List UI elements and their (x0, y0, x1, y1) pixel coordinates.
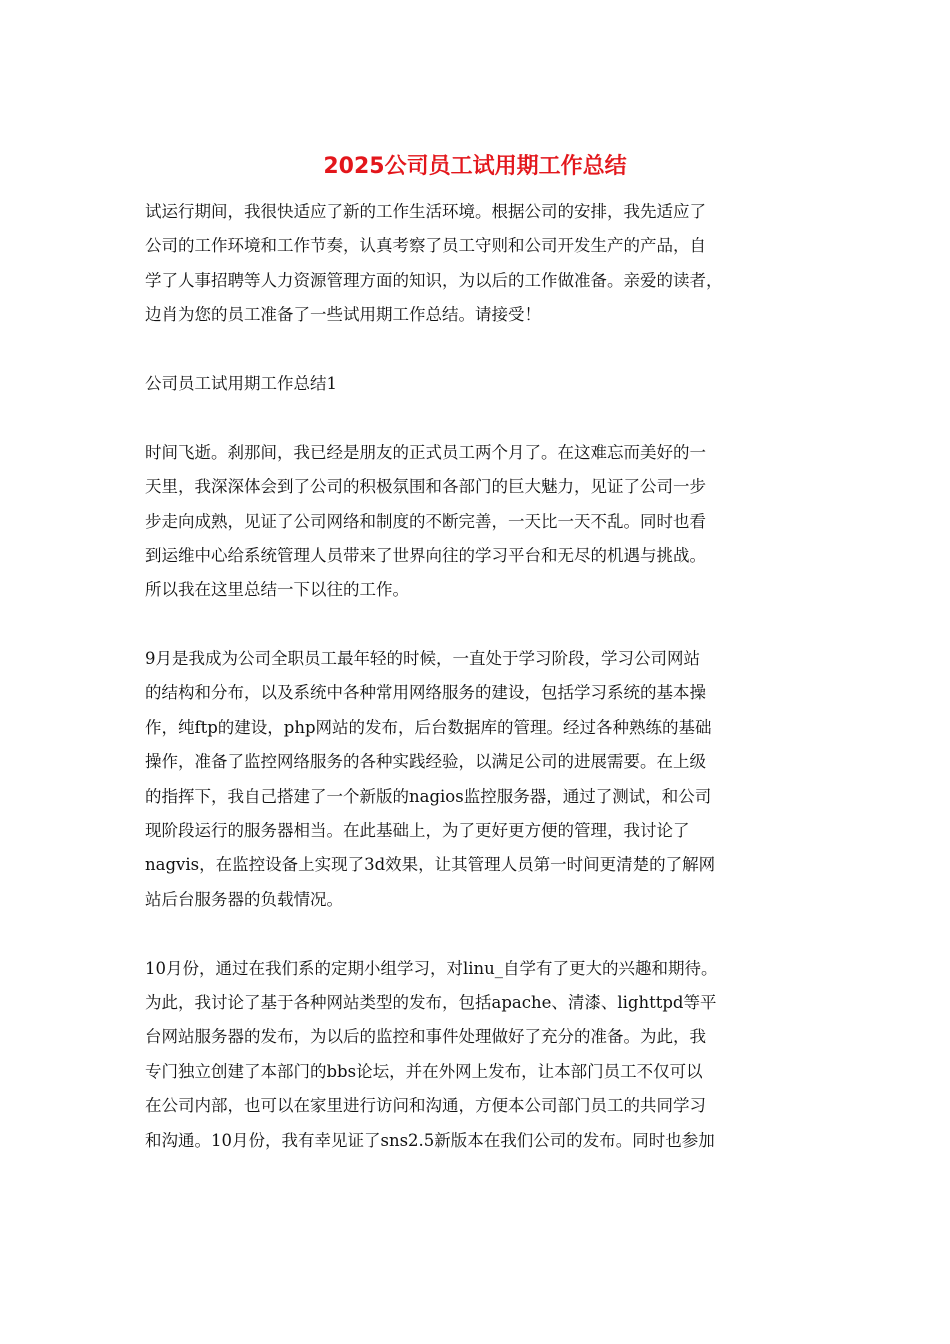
text-line: 的结构和分布，以及系统中各种常用网络服务的建设，包括学习系统的基本操 (145, 683, 706, 703)
text-line: 时间飞逝。刹那间，我已经是朋友的正式员工两个月了。在这难忘而美好的一 (145, 442, 706, 462)
document-title: 2025公司员工试用期工作总结 (323, 154, 627, 179)
text-line: 和沟通。10月份，我有幸见证了sns2.5新版本在我们公司的发布。同时也参加 (145, 1130, 715, 1150)
text-line: 试运行期间，我很快适应了新的工作生活环境。根据公司的安排，我先适应了 (145, 202, 706, 221)
paragraph-gap (145, 608, 810, 642)
text-line: 专门独立创建了本部门的bbs论坛，并在外网上发布，让本部门员工不仅可以 (145, 1061, 703, 1081)
text-line: 边肖为您的员工准备了一些试用期工作总结。请接受！ (145, 305, 541, 325)
paragraph-gap (145, 401, 810, 435)
text-line: 到运维中心给系统管理人员带来了世界向往的学习平台和无尽的机遇与挑战。 (145, 545, 706, 565)
text-line: 的指挥下，我自己搭建了一个新版的nagios监控服务器，通过了测试，和公司 (145, 786, 712, 806)
text-line: 学了人事招聘等人力资源管理方面的知识，为以后的工作做准备。亲爱的读者， (145, 270, 723, 290)
paragraph-september-intro (145, 436, 810, 608)
intro-paragraph (145, 195, 810, 333)
paragraph-gap (145, 333, 810, 367)
text-line: 10月份，通过在我们系的定期小组学习，对linu_自学有了更大的兴趣和期待。 (145, 958, 718, 978)
paragraph-october (145, 952, 810, 1158)
paragraph-gap (145, 917, 810, 951)
document-body (145, 195, 810, 1158)
text-line: 步走向成熟，见证了公司网络和制度的不断完善，一天比一天不乱。同时也看 (145, 511, 706, 531)
text-line: 作，纯ftp的建设，php网站的发布，后台数据库的管理。经过各种熟练的基础 (145, 717, 712, 737)
text-line: 现阶段运行的服务器相当。在此基础上，为了更好更方便的管理，我讨论了 (145, 821, 690, 841)
text-line: 公司的工作环境和工作节奏，认真考察了员工守则和公司开发生产的产品，自 (145, 236, 706, 256)
text-line: 为此，我讨论了基于各种网站类型的发布，包括apache、清漆、lighttpd等平 (145, 992, 717, 1012)
paragraph-september (145, 642, 810, 917)
text-line: 天里，我深深体会到了公司的积极氛围和各部门的巨大魅力，见证了公司一步 (145, 477, 706, 497)
text-line: 操作，准备了监控网络服务的各种实践经验，以满足公司的进展需要。在上级 (145, 752, 706, 772)
section-heading: 公司员工试用期工作总结1 (145, 373, 337, 393)
text-line: nagvis，在监控设备上实现了3d效果，让其管理人员第一时间更清楚的了解网 (145, 855, 716, 875)
text-line: 9月是我成为公司全职员工最年轻的时候，一直处于学习阶段，学习公司网站 (145, 649, 700, 669)
text-line: 台网站服务器的发布，为以后的监控和事件处理做好了充分的准备。为此，我 (145, 1027, 706, 1047)
text-line: 在公司内部，也可以在家里进行访问和沟通，方便本公司部门员工的共同学习 (145, 1096, 706, 1116)
text-line: 所以我在这里总结一下以往的工作。 (145, 580, 409, 600)
text-line: 站后台服务器的负载情况。 (145, 889, 343, 909)
